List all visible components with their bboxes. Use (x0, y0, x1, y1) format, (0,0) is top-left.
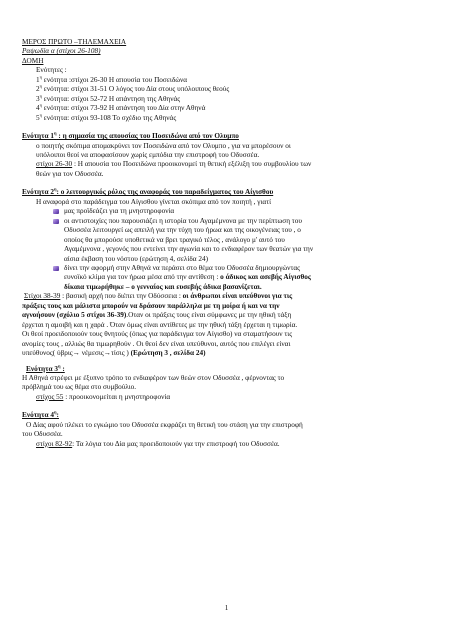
paragraph-line: ανομίες τους , αλλιώς θα τιμωρηθούν . Οι θεοί δεν είναι υπεύθυνοι, αυτός που επιλέγει είναι (22, 339, 291, 348)
unit1-text: θεών για τον Οδυσσέα. (36, 169, 104, 178)
unit4-ref: στίχοι 82-92 (36, 439, 73, 448)
bullet-continuation: αίσια έκβαση του νόστου (ερώτηση 4, σελίδα 24) (64, 254, 209, 263)
bullet-item: μας προϊδεάζει για τη μνηστηροφονία (22, 207, 436, 216)
bullet-continuation: ευνοϊκό κλίμα για τον ήρωα μέσα από την αντίθεση : ο άδικος και ασεβής Αίγισθος (64, 273, 311, 282)
bullet-icon (53, 219, 59, 224)
unit1-text: ο ποιητής σκόπιμα απομακρύνει τον Ποσειδώνα από τον Ολυμπο , για να μπορέσουν οι (36, 141, 291, 150)
unit3-text: πρόβλημά του ως θέμα στο συμβούλιο. (22, 383, 137, 392)
paragraph-line: αγνοήσουν (σχόλιο 5 στίχοι 36-39).Οταν οι πράξεις τους είναι σύμφωνες με την ηθική τάξη (22, 311, 292, 320)
unit1-heading: Ενότητα $1^\eta$ : η σημασία της απουσίας του Ποσειδώνα από τον Ολυμπο (22, 130, 239, 141)
unit2-intro: Η αναφορά στο παράδειγμα του Αίγισθου γίνεται σκόπιμα από τον ποιητή , γιατί (36, 197, 272, 206)
unit4-heading: Ενότητα $4^\eta$: (22, 409, 59, 420)
unit3-heading: Ενότητα $3^\eta$ : (26, 363, 65, 373)
structure-title: ΔΟΜΗ (22, 56, 44, 65)
paragraph-line: έρχεται η αμοιβή και η χαρά . Όταν όμως είναι αντίθετες με την ηθική τάξη έρχεται η τιμωρία. (22, 320, 298, 329)
unit3-ref: στίχος 55 (36, 392, 64, 401)
bullet-icon (53, 266, 59, 271)
document-body (22, 38, 436, 449)
bullet-icon (53, 209, 59, 214)
unit-list-item: $1^\eta$ ενότητα :στίχοι 26-30 Η απουσία του Ποσειδώνα (36, 74, 188, 84)
paragraph-line: πράξεις τους και μάλιστα μπορούν να δράσουν παράλληλα με τη μοίρα ή και να την (22, 301, 280, 310)
unit-list-item: $5^\eta$ ενότητα: στίχοι 93-108 Το σχέδιο της Αθηνάς (36, 112, 177, 122)
unit1-ref-line: στίχοι 26-30 : Η απουσία του Ποσειδώνα προοικονομεί τη θετική εξέλιξη του συμβουλίου των (36, 160, 312, 169)
bullet-item: δίνει την αφορμή στην Αθηνά να περάσει στο θέμα του Οδυσσέα δημιουργώντας (22, 264, 436, 273)
unit-list-item: $3^\eta$ ενότητα: στίχοι 52-72 Η απάντηση της Αθηνάς (36, 93, 181, 103)
paragraph-line: υπεύθυνος( ύβρις→ νέμεσις→τίσις ) (Ερώτηση 3 , σελίδα 24) (22, 349, 206, 358)
bullet-continuation: Αγαμέμνονα , γεγονός που εντείνει την αγωνία και το ενδιαφέρον των θεατών για την (64, 245, 314, 254)
unit3-text: Η Αθηνά στρέφει με έξυπνο τρόπο το ενδιαφέρον των θεών στον Οδυσσέα , φέρνοντας το (22, 373, 285, 382)
page-number: 1 (224, 604, 229, 612)
bullet-item: οι αντιστοιχίες που παρουσιάζει η ιστορία του Αγαμέμνονα με την περίπτωση του (22, 217, 436, 226)
rhapsody-title: Ραψωδία α (στίχοι 26-108) (22, 47, 101, 56)
unit1-text: υπόλοιποι θεοί να αποφασίσουν χωρίς εμπόδια την επιστροφή του Οδυσσέα. (36, 150, 260, 159)
unit1-ref: στίχοι 26-30 (36, 160, 73, 169)
unit4-ref-line: στίχοι 82-92: Τα λόγια του Δία μας προειδοποιούν για την επιστροφή του Οδυσσέα. (36, 439, 280, 448)
paragraph-line: Οι θεοί προειδοποιούν τους θνητούς (όπως για παράδειγμα τον Αίγισθο) να σταματήσουν τις (22, 330, 293, 339)
units-label: Ενότητες : (36, 66, 67, 75)
unit4-text: του Οδυσσέα. (22, 430, 63, 439)
verse-ref: Στίχοι 38-39 (24, 292, 61, 301)
bullet-continuation: δίκαια τιμωρήθηκε – ο γενναίος και ευσεβής άδικα βασανίζεται. (64, 282, 262, 291)
unit-list-item: $4^\eta$ ενότητα: στίχοι 73-92 Η απάντηση του Δία στην Αθηνά (36, 102, 206, 113)
unit4-text: Ο Δίας αφού πλέκει το εγκώμιο του Οδυσσέα εκφράζει τη θετική του στάση για την επιστροφή (26, 420, 303, 429)
arrow-icon: → (103, 349, 111, 358)
verse-ref-line: Στίχοι 38-39 : βασική αρχή που διέπει την Οδύσσεια : οι άνθρωποι είναι υπεύθυνοι για τις (24, 292, 293, 301)
unit3-ref-line: στίχος 55 : προοικονομείται η μνηστηροφονία (36, 392, 171, 401)
unit-list-item: $2^\eta$ ενότητα: στίχοι 31-51 Ο λόγος του Δία στους υπόλοιπους θεούς (36, 83, 230, 94)
bullet-continuation: οποίος θα μπορούσε υποθετικά να βρει τραγικό τέλος , ανάλογο μ' αυτό του (64, 235, 285, 244)
arrow-icon: → (72, 349, 80, 358)
bullet-continuation: Οδυσσέα λειτουργεί ως απειλή για την τύχη του ήρωα και της οικογένειας του , ο (64, 226, 301, 235)
part-title: ΜΕΡΟΣ ΠΡΩΤΟ –ΤΗΛΕΜΑΧΕΙΑ (22, 38, 127, 46)
unit2-heading: Ενότητα $2^\eta$: ο λειτουργικός ρόλος της αναφοράς του παραδείγματος του Αίγισθου (22, 186, 274, 197)
